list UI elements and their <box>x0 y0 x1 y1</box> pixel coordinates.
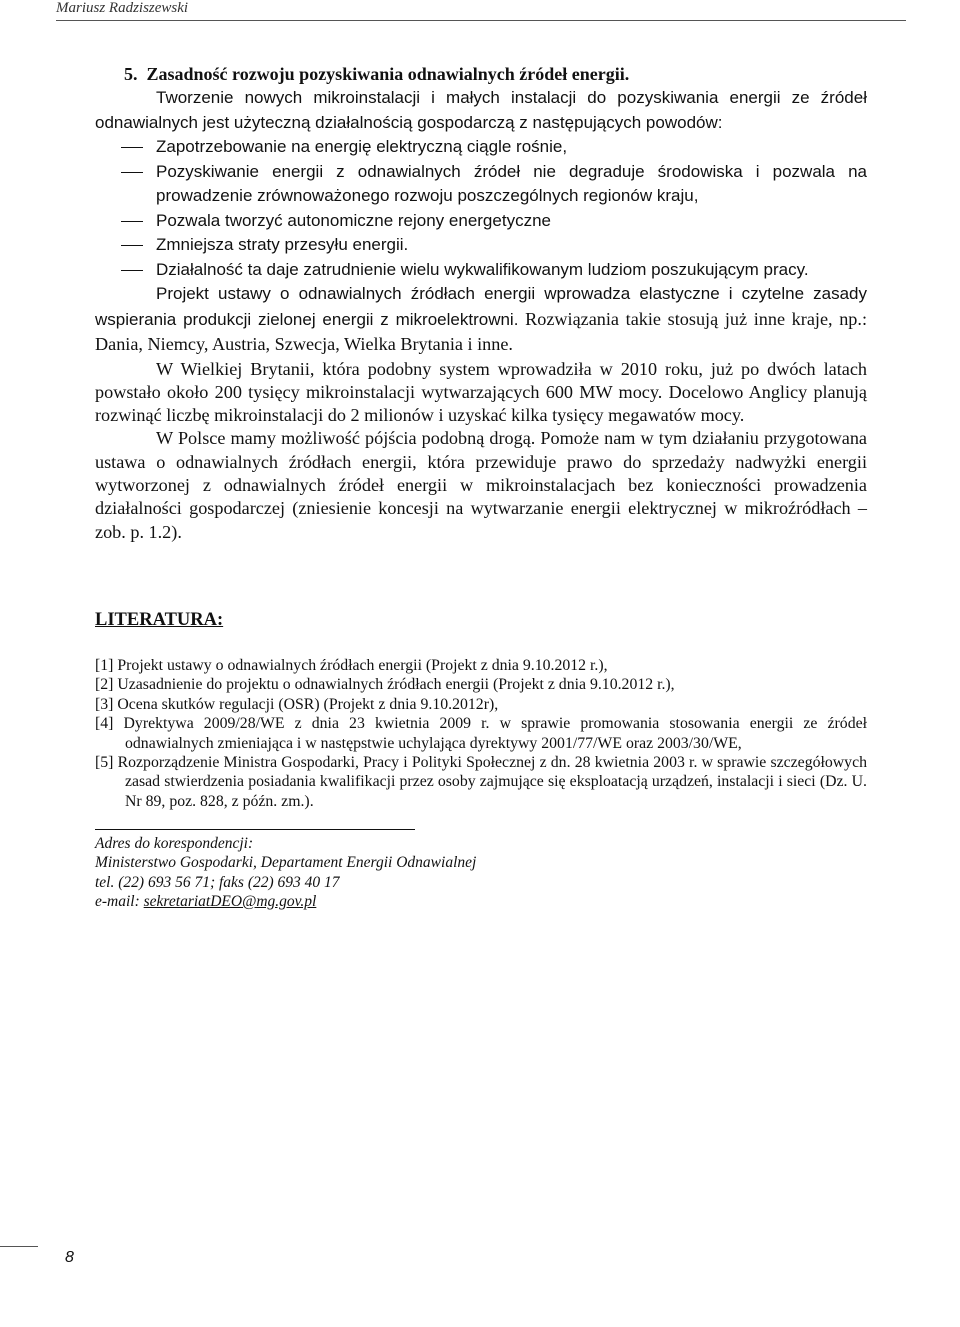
uk-paragraph: W Wielkiej Brytanii, która podobny system wprowadziła w 2010 roku, już po dwóch latach powstało około 200 tysięcy mikroinstalacji wytwarzających 600 MW mocy. Docelowo Anglicy planują rozwinąć liczbę mikroinstalacji do 2 milionów i uzyskać kilka tysięcy megawatów mocy. <box>95 358 867 426</box>
dash-bullet-icon <box>121 221 143 222</box>
section-body <box>95 62 867 544</box>
correspondence-org: Ministerstwo Gospodarki, Departament Energii Odnawialnej <box>95 854 477 872</box>
section-title: 5. Zasadność rozwoju pozyskiwania odnawialnych źródeł energii. <box>124 64 630 84</box>
list-item: Zapotrzebowanie na energię elektryczną ciągle rośnie, <box>95 135 867 160</box>
dash-bullet-icon <box>121 270 143 271</box>
reference-item: [2] Uzasadnienie do projektu o odnawialnych źródłach energii (Projekt z dnia 9.10.2012 r.), <box>95 676 675 694</box>
running-header-author: Mariusz Radziszewski <box>56 0 189 16</box>
page-number: 8 <box>65 1249 74 1266</box>
reference-list <box>95 656 867 811</box>
project-paragraph: Projekt ustawy o odnawialnych źródłach energii wprowadza elastyczne i czytelne zasady wspierania produkcji zielonej energii z mikroelektrowni. Rozwiązania takie stosują już inne kraje, np.: Dania, Niemcy, Austria, Szwecja, Wielka Brytania i inne. <box>95 284 867 354</box>
intro-paragraph: Tworzenie nowych mikroinstalacji i małych instalacji do pozyskiwania energii ze źródeł odnawialnych jest użyteczną działalnością gospodarczą z następujących powodów: <box>95 88 867 132</box>
correspondence-label: Adres do korespondencji: <box>95 835 254 852</box>
list-item: Pozyskiwanie energii z odnawialnych źródeł nie degraduje środowiska i pozwala na prowadzenie zrównoważonego rozwoju poszczególnych regionów kraju, <box>95 160 867 209</box>
dash-bullet-icon <box>121 172 143 173</box>
email-link[interactable]: sekretariatDEO@mg.gov.pl <box>143 892 317 910</box>
literature-heading: LITERATURA: <box>95 610 224 630</box>
list-item: Zmniejsza straty przesyłu energii. <box>95 233 867 258</box>
reference-item: [1] Projekt ustawy o odnawialnych źródłach energii (Projekt z dnia 9.10.2012 r.), <box>95 657 608 674</box>
poland-paragraph: W Polsce mamy możliwość pójścia podobną drogą. Pomoże nam w tym działaniu przygotowana ustawa o odnawialnych źródłach energii, która przewiduje prawo do sprzedaży nadwyżki energii wytworzonej z odnawialnych źródeł energii w mikroinstalacjach bez konieczności prowadzenia działalności gospodarczej (zniesienie koncesji na wytwarzanie energii elektrycznej w mikroźródłach – zob. p. 1.2). <box>95 428 867 542</box>
footer-divider <box>0 1246 38 1247</box>
dash-bullet-icon <box>121 245 143 246</box>
correspondence-phone: tel. (22) 693 56 71; faks (22) 693 40 17 <box>95 873 340 891</box>
correspondence-divider <box>95 829 415 830</box>
header-divider <box>56 20 906 21</box>
list-item: Działalność ta daje zatrudnienie wielu wykwalifikowanym ludziom poszukującym pracy. <box>95 258 867 283</box>
list-item: Pozwala tworzyć autonomiczne rejony energetyczne <box>95 209 867 234</box>
correspondence-email-line: e-mail: sekretariatDEO@mg.gov.pl <box>95 892 317 910</box>
reference-item: [3] Ocena skutków regulacji (OSR) (Projekt z dnia 9.10.2012r), <box>95 695 499 713</box>
reference-item: [5] Rozporządzenie Ministra Gospodarki, Pracy i Polityki Społecznej z dn. 28 kwietnia 2003 r. w sprawie szczegółowych zasad stwierdzenia posiadania kwalifikacji przez osoby zajmujące się eksploatacją urządzeń, instalacji i sieci (Dz. U. Nr 89, poz. 828, z późn. zm.). <box>95 754 867 810</box>
dash-bullet-icon <box>121 147 143 148</box>
reference-item: [4] Dyrektywa 2009/28/WE z dnia 23 kwietnia 2009 r. w sprawie promowania stosowania energii ze źródeł odnawialnych zmieniająca i w następstwie uchylająca dyrektywy 2001/77/WE oraz 2003/30/WE, <box>95 715 867 752</box>
reasons-list <box>95 135 867 282</box>
correspondence-block <box>95 834 695 911</box>
